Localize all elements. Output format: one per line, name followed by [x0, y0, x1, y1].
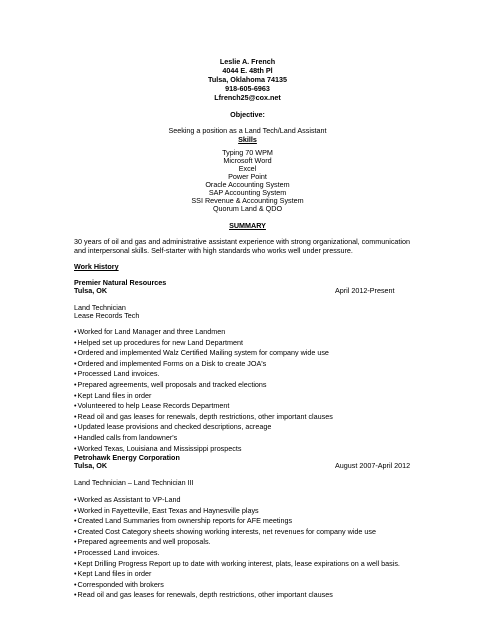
skill-item: SAP Accounting System	[208, 188, 287, 197]
job-location: Tulsa, OK	[74, 286, 108, 295]
duty-item: • Kept Land files in order	[74, 392, 333, 403]
company-name: Premier Natural Resources	[74, 278, 167, 287]
summary-line: 30 years of oil and gas and administrative assistant experience with strong organizational, communication	[74, 237, 410, 246]
duty-item: • Helped set up procedures for new Land Department	[74, 339, 333, 350]
job-duties-list	[74, 496, 400, 602]
duty-item: • Created Land Summaries from ownership reports for AFE meetings	[74, 517, 400, 528]
duty-item: • Worked Texas, Louisiana and Mississippi prospects	[74, 445, 333, 456]
duty-item: • Ordered and implemented Forms on a Disk to create JOA's	[74, 360, 333, 371]
candidate-name: Leslie A. French	[219, 57, 276, 66]
duty-item: • Processed Land invoices.	[74, 549, 400, 560]
duty-item: • Processed Land invoices.	[74, 370, 333, 381]
duty-item: • Updated lease provisions and checked descriptions, acreage	[74, 423, 333, 434]
skill-item: Oracle Accounting System	[205, 180, 290, 189]
skill-item: Microsoft Word	[223, 156, 272, 165]
duty-item: • Worked as Assistant to VP-Land	[74, 496, 400, 507]
city-state-zip: Tulsa, Oklahoma 74135	[208, 75, 287, 84]
skill-item: Power Point	[228, 172, 267, 181]
skill-item: Excel	[238, 164, 257, 173]
skill-item: SSI Revenue & Accounting System	[191, 196, 304, 205]
duty-item: • Kept Drilling Progress Report up to date with working interest, plats, lease expirations on a well basis.	[74, 560, 400, 571]
work-history-heading: Work History	[74, 262, 119, 271]
duty-item: • Corresponded with brokers	[74, 581, 400, 592]
duty-item: • Read oil and gas leases for renewals, depth restrictions, other important clauses	[74, 413, 333, 424]
duty-item: • Volunteered to help Lease Records Department	[74, 402, 333, 413]
job-title: Land Technician	[74, 303, 126, 312]
objective-text: Seeking a position as a Land Tech/Land Assistant	[168, 126, 327, 135]
phone-number: 918-605-6963	[225, 84, 270, 93]
duty-item: • Created Cost Category sheets showing working interests, net revenues for company wide use	[74, 528, 400, 539]
email-address: Lfrench25@cox.net	[214, 93, 281, 102]
job-title: Land Technician – Land Technician III	[74, 478, 194, 487]
job-dates: April 2012-Present	[335, 286, 395, 295]
objective-heading: Objective:	[230, 110, 265, 119]
duty-item: • Handled calls from landowner's	[74, 434, 333, 445]
duty-item: • Ordered and implemented Walz Certified Mailing system for company wide use	[74, 349, 333, 360]
job-duties-list	[74, 328, 333, 455]
job-dates: August 2007-April 2012	[335, 461, 411, 470]
skill-item: Typing 70 WPM	[222, 148, 273, 157]
company-name: Petrohawk Energy Corporation	[74, 453, 180, 462]
duty-item: • Worked in Fayetteville, East Texas and Haynesville plays	[74, 507, 400, 518]
duty-item: • Prepared agreements and well proposals.	[74, 538, 400, 549]
street-address: 4044 E. 48th Pl	[222, 66, 273, 75]
job-location: Tulsa, OK	[74, 461, 108, 470]
duty-item: • Kept Land files in order	[74, 570, 400, 581]
duty-item: • Prepared agreements, well proposals and tracked elections	[74, 381, 333, 392]
job-title: Lease Records Tech	[74, 311, 140, 320]
duty-item: • Read oil and gas leases for renewals, depth restrictions, other important clauses	[74, 591, 400, 602]
skills-heading: Skills	[238, 135, 257, 144]
summary-line: and interpersonal skills. Self-starter with high standards who works well under pressure.	[74, 246, 353, 255]
duty-item: • Worked for Land Manager and three Landmen	[74, 328, 333, 339]
summary-heading: SUMMARY	[229, 221, 266, 230]
skill-item: Quorum Land & QDO	[212, 204, 283, 213]
